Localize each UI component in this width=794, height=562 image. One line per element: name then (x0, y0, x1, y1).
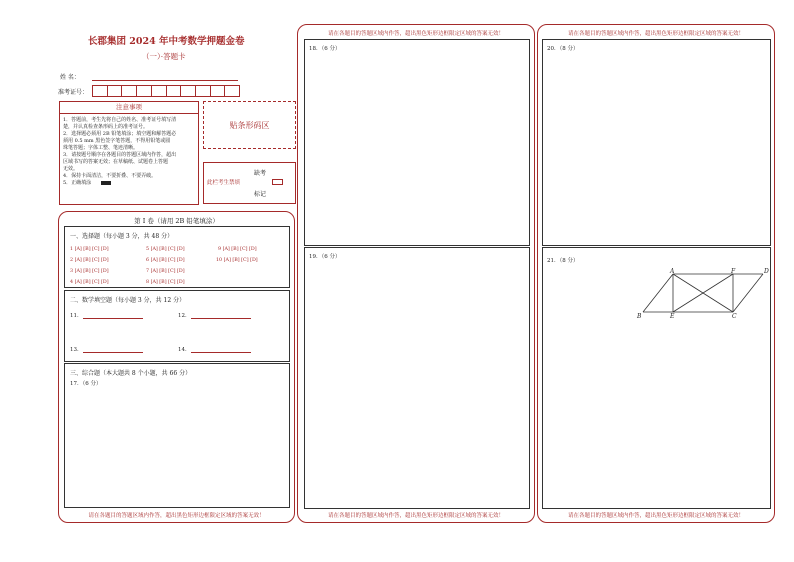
warning-mid-bottom: 请在各题目的答题区域内作答，超出黑色矩形边框限定区域的答案无效！ (327, 513, 504, 519)
q18-label: 18．（6 分） (309, 46, 341, 52)
left-answer-panel (58, 211, 295, 523)
barcode-area (203, 101, 296, 149)
name-field[interactable] (92, 80, 238, 81)
notes-title: 注意事项 (60, 102, 198, 114)
warning-mid-top: 请在各题目的答题区域内作答，超出黑色矩形边框限定区域的答案无效！ (327, 31, 504, 37)
section3-title: 三、综合题（本大题共 8 个小题，共 66 分） (70, 370, 192, 377)
absent-box (203, 162, 296, 204)
choice-q2[interactable]: 2 [A] [B] [C] [D] (70, 258, 109, 263)
q17-label: 17．（6 分） (70, 381, 102, 387)
note-line-fill-sample: 5．正确填涂 (63, 180, 195, 187)
q19-answer-area[interactable] (304, 247, 530, 509)
q21-answer-area[interactable] (542, 247, 771, 509)
fill-q14-label: 14． (178, 347, 191, 353)
volume1-title: 第 I 卷（请用 2B 铅笔填涂） (134, 217, 219, 225)
note-line: 4．保持卡面清洁，不要折叠、不要弄破。 (63, 173, 157, 179)
absent-mark1: 缺考 (254, 170, 267, 177)
fill-q11-line[interactable] (83, 318, 143, 319)
choice-q8[interactable]: 8 [A] [B] [C] [D] (146, 280, 185, 285)
page-subtitle: （一）·答题卡 (142, 52, 186, 61)
choice-q7[interactable]: 7 [A] [B] [C] [D] (146, 269, 185, 274)
choice-q4[interactable]: 4 [A] [B] [C] [D] (70, 280, 109, 285)
choice-q1[interactable]: 1 [A] [B] [C] [D] (70, 247, 109, 252)
section2-title: 二、数学填空题（每小题 3 分，共 12 分） (70, 297, 186, 304)
notes-box (59, 101, 199, 205)
q19-label: 19．（6 分） (309, 254, 341, 260)
warning-right-bottom: 请在各题目的答题区域内作答，超出黑色矩形边框限定区域的答案无效！ (567, 513, 744, 519)
q20-label: 20．（8 分） (547, 46, 579, 52)
fill-q12-label: 12． (178, 313, 191, 319)
note-line: 须用 0.5 mm 黑色签字笔答题，不得用铅笔或圆 (63, 138, 171, 144)
fill-q14-line[interactable] (191, 352, 251, 353)
point-C: C (732, 313, 737, 318)
fill-q13-line[interactable] (83, 352, 143, 353)
q20-answer-area[interactable] (542, 39, 771, 246)
warning-left: 请在各题目的答题区域内作答，超出黑色矩形边框限定区域的答案无效！ (88, 513, 265, 519)
filled-bubble-sample (101, 181, 111, 185)
note-line: 珠笔答题；字体工整、笔迹清晰。 (63, 145, 139, 151)
note-line: 1．答题前，考生先将自己的姓名、准考证号填写清 (63, 117, 177, 123)
name-label: 姓 名： (60, 74, 80, 81)
barcode-label: 贴条形码区 (229, 120, 270, 130)
choice-q9[interactable]: 9 [A] [B] [C] [D] (218, 247, 257, 252)
point-E: E (670, 313, 675, 318)
choice-q5[interactable]: 5 [A] [B] [C] [D] (146, 247, 185, 252)
q18-answer-area[interactable] (304, 39, 530, 246)
section1-title: 一、选择题（每小题 3 分，共 48 分） (70, 233, 174, 240)
absent-label: 此栏考生禁填 (207, 180, 241, 186)
exam-id-boxes[interactable] (92, 85, 240, 97)
point-D: D (764, 268, 769, 275)
choice-q6[interactable]: 6 [A] [B] [C] [D] (146, 258, 185, 263)
page-title: 长郡集团 2024 年中考数学押题金卷 (88, 36, 245, 47)
middle-answer-panel (297, 24, 535, 523)
note-line: 楚，并认真检查条形码上的准考证号。 (63, 124, 149, 130)
warning-right-top: 请在各题目的答题区域内作答，超出黑色矩形边框限定区域的答案无效！ (567, 31, 744, 37)
absent-mark2: 标记 (254, 191, 267, 198)
note-line: 2．选择题必须用 2B 铅笔填涂；填空题和解答题必 (63, 131, 177, 137)
fill-section (64, 290, 290, 362)
right-answer-panel (537, 24, 775, 523)
absent-checkbox[interactable] (272, 179, 283, 185)
point-F: F (731, 268, 736, 275)
choice-q10[interactable]: 10 [A] [B] [C] [D] (216, 258, 258, 263)
choice-section (64, 226, 290, 288)
fill-q12-line[interactable] (191, 318, 251, 319)
note-line: 区域书写的答案无效；在草稿纸、试题卷上答题 (63, 159, 169, 165)
fill-q11-label: 11． (70, 313, 83, 319)
note-line: 无效。 (63, 166, 79, 172)
q21-label: 21．（8 分） (547, 258, 579, 264)
notes-list (60, 114, 198, 190)
choice-q3[interactable]: 3 [A] [B] [C] [D] (70, 269, 109, 274)
comprehensive-section[interactable] (64, 363, 290, 508)
point-B: B (637, 313, 642, 318)
geometry-figure (633, 268, 773, 318)
point-A: A (670, 268, 675, 275)
fill-q13-label: 13． (70, 347, 83, 353)
note-line: 3．请按题号顺序在各题目的答题区域内作答，超出 (63, 152, 177, 158)
exam-id-label: 准考证号： (58, 89, 89, 96)
